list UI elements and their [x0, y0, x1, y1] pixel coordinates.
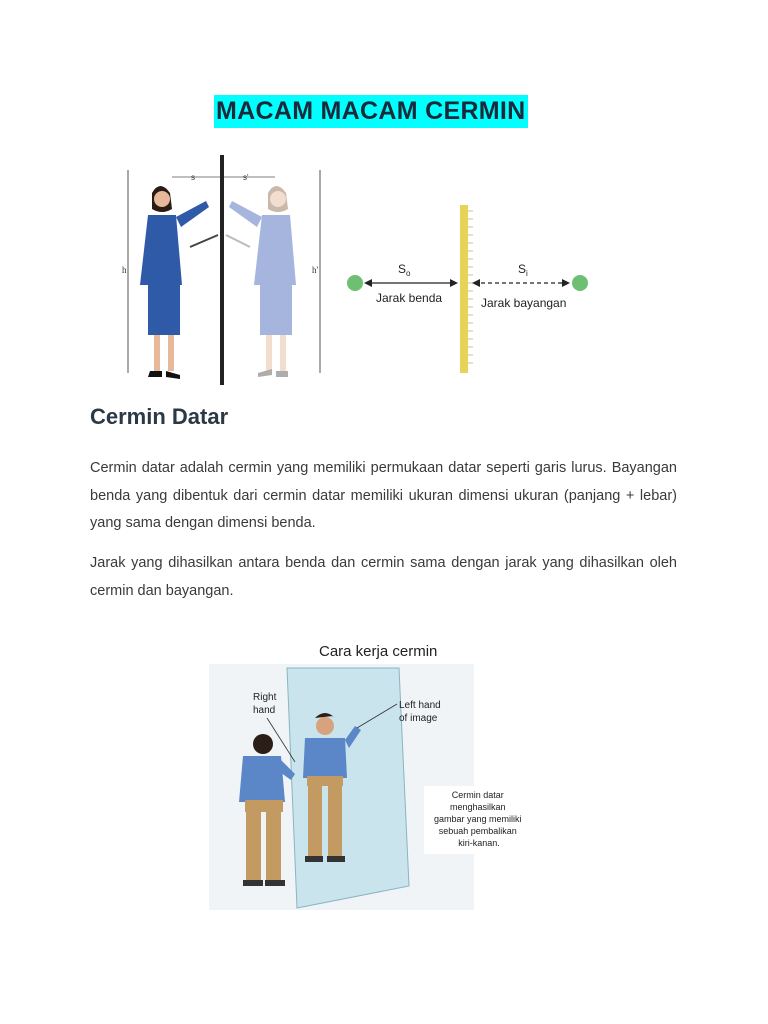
mirror-working-figure: [209, 636, 539, 914]
h-label: h: [122, 265, 127, 275]
mirror-panel: [287, 668, 409, 908]
s-prime-label: s': [243, 173, 249, 182]
figure2-caption: Cara kerja cermin: [319, 643, 438, 660]
left-hand-label: Left hand of image: [399, 700, 441, 724]
object-distance-label: Jarak benda: [376, 291, 443, 305]
mirror-line: [220, 155, 224, 385]
h-prime-label: h': [312, 265, 319, 275]
mirror-note: Cermin datar menghasilkan gambar yang memiliki sebuah pembalikan kiri-kanan.: [433, 790, 522, 848]
section-heading: Cermin Datar: [90, 404, 229, 429]
plane-mirror-figure: [90, 155, 610, 387]
page-title: MACAM MACAM CERMIN: [214, 95, 528, 128]
so-label: $S_o$: [398, 262, 411, 278]
paragraph-2: Jarak yang dihasilkan antara benda dan cermin sama dengan jarak yang dihasilkan oleh cermin dan bayangan.: [90, 555, 677, 599]
paragraph-1: Cermin datar adalah cermin yang memiliki permukaan datar seperti garis lurus. Bayangan benda yang dibentuk dari cermin datar memiliki ukuran dimensi ukuran (panjang + lebar) yang sama dengan dimensi benda.: [90, 460, 677, 531]
image-distance-label: Jarak bayangan: [481, 296, 567, 310]
right-hand-label: Right hand: [253, 692, 277, 716]
s-label: s: [191, 173, 195, 182]
image-dot: [572, 275, 588, 291]
object-dot: [347, 275, 363, 291]
si-label: $S_i$: [518, 262, 528, 278]
